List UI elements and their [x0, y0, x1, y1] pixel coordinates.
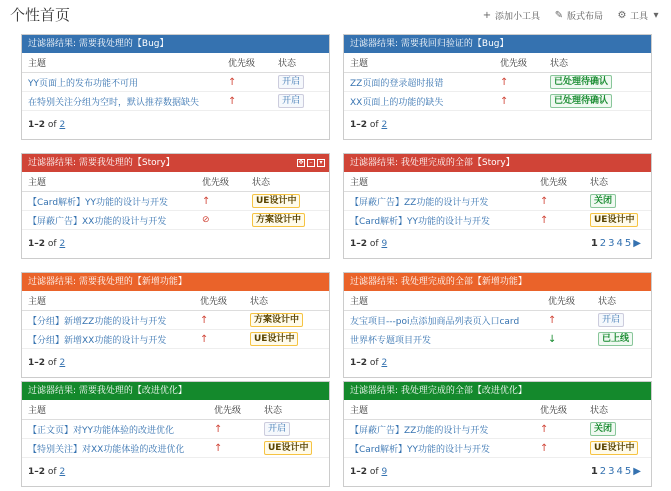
results-table: [22, 291, 329, 349]
priority-low-icon: ↓: [548, 333, 557, 345]
table-row[interactable]: [344, 92, 651, 111]
col-priority[interactable]: 优先级: [196, 172, 246, 192]
priority-high-icon: ↑: [500, 95, 509, 107]
priority-cell: [196, 211, 246, 230]
issue-summary-cell: [344, 211, 534, 230]
status-cell: [584, 439, 651, 458]
issue-summary-cell: [22, 311, 194, 330]
result-range: 1–2: [28, 120, 46, 130]
result-count: [350, 358, 387, 368]
col-priority[interactable]: 优先级: [542, 291, 592, 311]
table-row[interactable]: [344, 330, 651, 349]
status-cell: [258, 420, 329, 439]
issue-summary-cell: [22, 73, 222, 92]
edit-layout-label: 版式布局: [566, 12, 603, 22]
col-status[interactable]: 状态: [584, 172, 651, 192]
panel-footer: [22, 349, 329, 377]
issue-summary-cell: [22, 192, 196, 211]
col-priority[interactable]: 优先级: [194, 291, 244, 311]
col-priority[interactable]: 优先级: [208, 400, 258, 420]
panel-footer: [344, 111, 651, 139]
result-range: 1–2: [28, 239, 46, 249]
result-of: of: [47, 467, 57, 477]
panel-title[interactable]: [22, 382, 329, 400]
status-badge: 开启: [278, 94, 304, 108]
table-row[interactable]: [22, 73, 329, 92]
filter-panel: [21, 381, 330, 487]
result-total-link[interactable]: 9: [381, 239, 388, 249]
table-row[interactable]: [22, 192, 329, 211]
panel-footer: [22, 111, 329, 139]
col-priority[interactable]: 优先级: [534, 400, 584, 420]
page-link[interactable]: 4: [616, 238, 623, 249]
status-cell: [244, 330, 329, 349]
results-table: [344, 53, 651, 111]
panel-footer: [344, 349, 651, 377]
results-table: [22, 172, 329, 230]
plus-icon: +: [482, 9, 492, 21]
col-priority[interactable]: 优先级: [222, 53, 272, 73]
result-range: 1–2: [350, 467, 368, 477]
status-badge: 开启: [278, 75, 304, 89]
result-count: [28, 239, 65, 249]
col-summary[interactable]: 主题: [22, 172, 196, 192]
col-status[interactable]: 状态: [246, 172, 329, 192]
priority-cell: [222, 73, 272, 92]
tools-menu-label: 工具: [629, 12, 648, 22]
table-row[interactable]: [22, 92, 329, 111]
priority-cell: [494, 73, 544, 92]
pencil-icon: ✎: [554, 9, 564, 21]
col-summary[interactable]: 主题: [22, 53, 222, 73]
panel-title-text: 过滤器结果: 需要我处理的【Bug】: [28, 39, 169, 49]
panel-title[interactable]: [344, 35, 651, 53]
table-row[interactable]: [344, 439, 651, 458]
result-total-link[interactable]: 9: [381, 467, 388, 477]
page-link[interactable]: 5: [624, 238, 632, 249]
result-total-link[interactable]: 2: [59, 120, 66, 130]
panel-title[interactable]: [22, 273, 329, 291]
panel-title-text: 过滤器结果: 需要我处理的【Story】: [28, 158, 175, 168]
issue-summary-cell: [344, 192, 534, 211]
issue-summary-cell: [22, 330, 194, 349]
issue-summary-cell: [344, 311, 542, 330]
result-range: 1–2: [28, 467, 46, 477]
page-link[interactable]: 4: [616, 466, 623, 477]
filter-panel: [21, 153, 330, 259]
priority-high-icon: ↑: [540, 214, 549, 226]
results-table: [344, 172, 651, 230]
panel-title[interactable]: [344, 382, 651, 400]
issue-summary-cell: [22, 92, 222, 111]
issue-link[interactable]: 【分组】新增XX功能的设计与开发: [28, 335, 167, 346]
results-table: [22, 53, 329, 111]
status-badge: 关闭: [590, 422, 616, 436]
priority-cell: [534, 211, 584, 230]
status-cell: [584, 192, 651, 211]
issue-link[interactable]: XX页面上的功能的缺失: [350, 97, 444, 108]
result-of: of: [369, 467, 379, 477]
move-icon[interactable]: ✥: [298, 159, 304, 166]
col-summary[interactable]: 主题: [344, 53, 494, 73]
priority-cell: [534, 192, 584, 211]
result-count: [28, 467, 65, 477]
pagination: [589, 458, 641, 486]
status-badge: UE设计中: [590, 213, 638, 227]
status-cell: [592, 311, 651, 330]
priority-cell: [494, 92, 544, 111]
table-row[interactable]: [344, 420, 651, 439]
priority-high-icon: ↑: [202, 195, 211, 207]
table-row[interactable]: [344, 311, 651, 330]
status-badge: UE设计中: [252, 194, 300, 208]
result-count: [28, 120, 65, 130]
panel-title-text: 过滤器结果: 需要我处理的【新增功能】: [28, 277, 187, 287]
page-link[interactable]: 3: [608, 466, 615, 477]
priority-cell: [222, 92, 272, 111]
priority-high-icon: ↑: [200, 314, 209, 326]
status-cell: [592, 330, 651, 349]
panel-title[interactable]: [344, 154, 651, 172]
page-link[interactable]: 2: [599, 238, 607, 249]
panel-title[interactable]: [22, 154, 329, 172]
status-badge: 已处理待确认: [550, 75, 612, 89]
tools-menu-button[interactable]: [617, 9, 661, 22]
gear-icon: ⚙: [617, 9, 627, 21]
filter-panel: [343, 153, 652, 259]
issue-summary-cell: [22, 420, 208, 439]
status-cell: [272, 92, 329, 111]
panel-footer: [22, 458, 329, 486]
results-table: [344, 291, 651, 349]
panel-title-text: 过滤器结果: 需要我处理的【改进优化】: [28, 386, 187, 396]
priority-high-icon: ↑: [540, 442, 549, 454]
toolbar: [482, 9, 661, 22]
result-count: [350, 239, 387, 249]
result-range: 1–2: [28, 358, 46, 368]
panel-footer: [344, 230, 651, 258]
result-total-link[interactable]: 2: [59, 467, 66, 477]
issue-link[interactable]: 【特别关注】对XX功能体验的改进优化: [28, 444, 185, 455]
result-total-link[interactable]: 2: [59, 239, 66, 249]
status-badge: UE设计中: [250, 332, 298, 346]
page-header: [10, 5, 661, 27]
issue-link[interactable]: 友宝项目---poi点添加商品列表页入口card: [350, 316, 520, 327]
filter-panel: [343, 34, 652, 140]
panel-title-text: 过滤器结果: 我处理完成的全部【新增功能】: [350, 277, 527, 287]
result-of: of: [369, 358, 379, 368]
col-status[interactable]: 状态: [544, 53, 651, 73]
status-badge: 方案设计中: [250, 313, 303, 327]
status-cell: [246, 211, 329, 230]
result-count: [350, 120, 387, 130]
table-row[interactable]: [344, 211, 651, 230]
result-total-link[interactable]: 2: [59, 358, 66, 368]
col-priority[interactable]: 优先级: [494, 53, 544, 73]
panel-title[interactable]: [22, 35, 329, 53]
filter-panel: [21, 34, 330, 140]
issue-link[interactable]: 【屏蔽广告】ZZ功能的设计与开发: [350, 197, 489, 208]
issue-summary-cell: [22, 211, 196, 230]
issue-link[interactable]: 【正文页】对YY功能体验的改进优化: [28, 425, 174, 436]
priority-cell: [194, 330, 244, 349]
status-cell: [272, 73, 329, 92]
issue-summary-cell: [344, 330, 542, 349]
page-link[interactable]: 1: [590, 466, 598, 477]
table-row[interactable]: [22, 330, 329, 349]
issue-link[interactable]: 世界杯专题项目开发: [350, 335, 432, 346]
result-of: of: [47, 239, 57, 249]
issue-summary-cell: [22, 439, 208, 458]
priority-cell: [194, 311, 244, 330]
next-page-icon[interactable]: ▶: [633, 238, 641, 249]
priority-high-icon: ↑: [214, 442, 223, 454]
panel-title-text: 过滤器结果: 我处理完成的全部【Story】: [350, 158, 515, 168]
priority-cell: [534, 420, 584, 439]
filter-panel: [343, 381, 652, 487]
issue-link[interactable]: YY页面上的发布功能不可用: [28, 78, 138, 89]
result-count: [28, 358, 65, 368]
table-row[interactable]: [344, 192, 651, 211]
result-range: 1–2: [350, 358, 368, 368]
status-badge: UE设计中: [590, 441, 638, 455]
issue-link[interactable]: 在特别关注分组为空时，默认推荐数据缺失: [28, 97, 200, 108]
filter-panel: [21, 272, 330, 378]
filter-panel: [343, 272, 652, 378]
result-range: 1–2: [350, 120, 368, 130]
col-status[interactable]: 状态: [258, 400, 329, 420]
priority-cell: [196, 192, 246, 211]
status-cell: [544, 92, 651, 111]
issue-link[interactable]: 【屏蔽广告】XX功能的设计与开发: [28, 216, 167, 227]
page-title: 个性首页: [10, 6, 71, 24]
status-badge: 已处理待确认: [550, 94, 612, 108]
col-summary[interactable]: 主题: [22, 400, 208, 420]
priority-high-icon: ↑: [228, 95, 237, 107]
issue-link[interactable]: 【屏蔽广告】ZZ功能的设计与开发: [350, 425, 489, 436]
menu-icon[interactable]: ▾: [317, 159, 325, 167]
panel-title-text: 过滤器结果: 需要我回归验证的【Bug】: [350, 39, 509, 49]
priority-high-icon: ↑: [228, 76, 237, 88]
table-row[interactable]: [22, 420, 329, 439]
priority-high-icon: ↑: [500, 76, 509, 88]
status-badge: 已上线: [598, 332, 633, 346]
col-status[interactable]: 状态: [584, 400, 651, 420]
page-link[interactable]: 5: [624, 466, 632, 477]
col-priority[interactable]: 优先级: [534, 172, 584, 192]
issue-summary-cell: [344, 420, 534, 439]
table-row[interactable]: [22, 211, 329, 230]
panel-title-text: 过滤器结果: 我处理完成的全部【改进优化】: [350, 386, 527, 396]
priority-high-icon: ↑: [214, 423, 223, 435]
col-summary[interactable]: 主题: [22, 291, 194, 311]
status-cell: [544, 73, 651, 92]
col-summary[interactable]: 主题: [344, 172, 534, 192]
status-badge: 关闭: [590, 194, 616, 208]
priority-blocker-icon: ⊘: [202, 215, 210, 225]
status-badge: 方案设计中: [252, 213, 305, 227]
priority-cell: [208, 420, 258, 439]
issue-link[interactable]: 【Card解析】YY功能的设计与开发: [350, 216, 491, 227]
result-of: of: [369, 239, 379, 249]
panel-footer: [344, 458, 651, 486]
minimize-icon[interactable]: –: [307, 159, 315, 167]
priority-cell: [542, 330, 592, 349]
next-page-icon[interactable]: ▶: [633, 466, 641, 477]
result-of: of: [47, 120, 57, 130]
status-cell: [584, 211, 651, 230]
priority-high-icon: ↑: [548, 314, 557, 326]
page-link[interactable]: 1: [590, 238, 598, 249]
table-row[interactable]: [344, 73, 651, 92]
panel-controls: [297, 154, 325, 167]
status-cell: [258, 439, 329, 458]
col-status[interactable]: 状态: [592, 291, 651, 311]
result-of: of: [47, 358, 57, 368]
priority-high-icon: ↑: [540, 423, 549, 435]
status-cell: [244, 311, 329, 330]
status-badge: 开启: [598, 313, 624, 327]
issue-summary-cell: [344, 439, 534, 458]
results-table: [344, 400, 651, 458]
result-total-link[interactable]: 2: [381, 358, 388, 368]
status-cell: [584, 420, 651, 439]
issue-summary-cell: [344, 73, 494, 92]
panel-footer: [22, 230, 329, 258]
issue-link[interactable]: 【Card解析】YY功能的设计与开发: [28, 197, 169, 208]
status-cell: [246, 192, 329, 211]
add-gadget-label: 添加小工具: [494, 12, 540, 22]
page-link[interactable]: 2: [599, 466, 607, 477]
issue-link[interactable]: 【分组】新增ZZ功能的设计与开发: [28, 316, 167, 327]
panel-title[interactable]: [344, 273, 651, 291]
priority-cell: [534, 439, 584, 458]
col-status[interactable]: 状态: [272, 53, 329, 73]
results-table: [22, 400, 329, 458]
caret-down-icon: ▾: [653, 9, 659, 21]
page-link[interactable]: 3: [608, 238, 615, 249]
col-summary[interactable]: 主题: [344, 400, 534, 420]
table-row[interactable]: [22, 439, 329, 458]
status-badge: UE设计中: [264, 441, 312, 455]
pagination: [589, 230, 641, 258]
col-status[interactable]: 状态: [244, 291, 329, 311]
status-badge: 开启: [264, 422, 290, 436]
table-row[interactable]: [22, 311, 329, 330]
issue-link[interactable]: ZZ页面的登录超时报错: [350, 78, 444, 89]
priority-high-icon: ↑: [540, 195, 549, 207]
edit-layout-button[interactable]: [554, 9, 603, 22]
result-of: of: [369, 120, 379, 130]
result-total-link[interactable]: 2: [381, 120, 388, 130]
add-gadget-button[interactable]: [482, 9, 540, 22]
priority-cell: [542, 311, 592, 330]
priority-cell: [208, 439, 258, 458]
priority-high-icon: ↑: [200, 333, 209, 345]
issue-summary-cell: [344, 92, 494, 111]
col-summary[interactable]: 主题: [344, 291, 542, 311]
issue-link[interactable]: 【Card解析】YY功能的设计与开发: [350, 444, 491, 455]
result-range: 1–2: [350, 239, 368, 249]
result-count: [350, 467, 387, 477]
